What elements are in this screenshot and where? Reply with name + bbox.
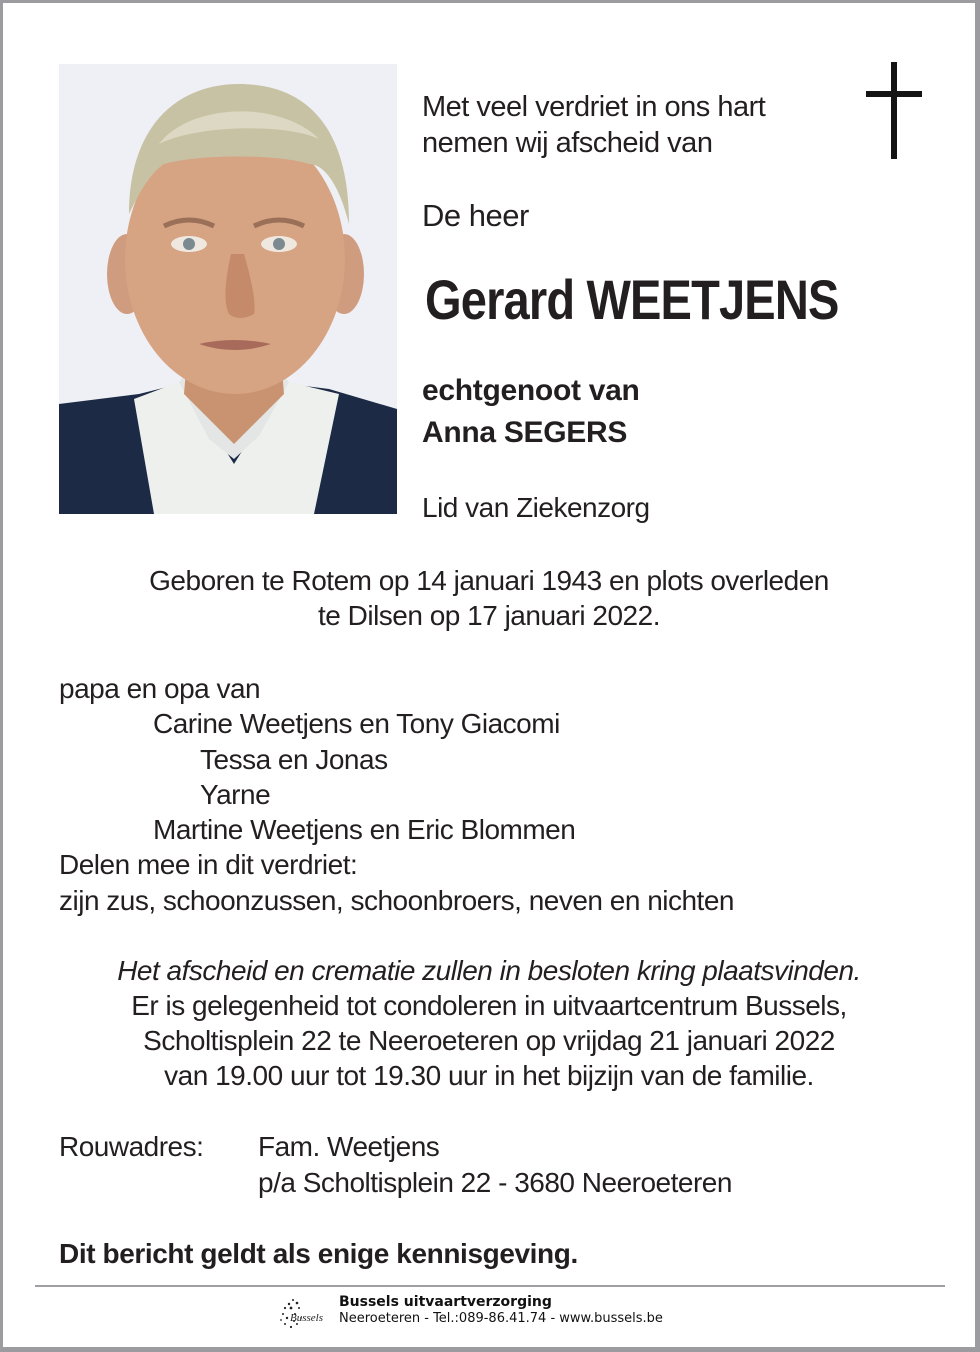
- intro-line: nemen wij afscheid van: [422, 127, 713, 159]
- membership-text: Lid van Ziekenzorg: [422, 492, 650, 523]
- sharing-label: Delen mee in dit verdriet:: [59, 849, 358, 881]
- birth-death-line: Geboren te Rotem op 14 januari 1943 en plots overleden: [149, 565, 829, 596]
- birth-death-text: [3, 563, 975, 633]
- family-section: [59, 671, 734, 918]
- notice-text: Dit bericht geldt als enige kennisgeving.: [59, 1238, 578, 1269]
- footer-divider: [35, 1285, 945, 1287]
- birth-death-line: te Dilsen op 17 januari 2022.: [318, 600, 660, 631]
- address-label: Rouwadres:: [59, 1131, 204, 1162]
- funeral-home-contact: Neeroeteren - Tel.:089-86.41.74 - www.bussels.be: [339, 1311, 663, 1326]
- deceased-name: Gerard WEETJENS: [425, 268, 839, 331]
- ceremony-italic-line: Het afscheid en crematie zullen in besloten kring plaatsvinden.: [117, 955, 861, 986]
- title-prefix: De heer: [422, 198, 529, 233]
- ceremony-line: van 19.00 uur tot 19.30 uur in het bijzijn van de familie.: [164, 1060, 814, 1091]
- intro-line: Met veel verdriet in ons hart: [422, 91, 766, 123]
- spouse-name: Anna SEGERS: [422, 416, 628, 449]
- sharing-relatives: zijn zus, schoonzussen, schoonbroers, neven en nichten: [59, 884, 734, 916]
- ceremony-line: Er is gelegenheid tot condoleren in uitvaartcentrum Bussels,: [131, 990, 847, 1021]
- obituary-card: [3, 3, 975, 1347]
- spouse-label: echtgenoot van: [422, 374, 640, 407]
- cross-vertical-bar: [891, 62, 897, 159]
- bussels-logo-icon: [275, 1294, 331, 1332]
- portrait-photo: [59, 64, 397, 514]
- address-line: Fam. Weetjens: [258, 1131, 440, 1162]
- family-member: Tessa en Jonas: [200, 743, 388, 775]
- ceremony-section: [3, 953, 975, 1093]
- address-lines: [258, 1129, 732, 1201]
- funeral-home-name: Bussels uitvaartverzorging: [339, 1294, 552, 1310]
- logo-text: Bussels: [290, 1312, 323, 1324]
- intro-text: [422, 89, 765, 161]
- family-member: Martine Weetjens en Eric Blommen: [153, 814, 576, 846]
- cross-horizontal-bar: [866, 91, 922, 97]
- family-intro: papa en opa van: [59, 673, 261, 704]
- address-line: p/a Scholtisplein 22 - 3680 Neeroeteren: [258, 1167, 732, 1198]
- cross-icon: [866, 62, 922, 159]
- family-member: Yarne: [200, 778, 271, 810]
- ceremony-line: Scholtisplein 22 te Neeroeteren op vrijdag 21 januari 2022: [143, 1025, 835, 1056]
- family-member: Carine Weetjens en Tony Giacomi: [153, 708, 560, 740]
